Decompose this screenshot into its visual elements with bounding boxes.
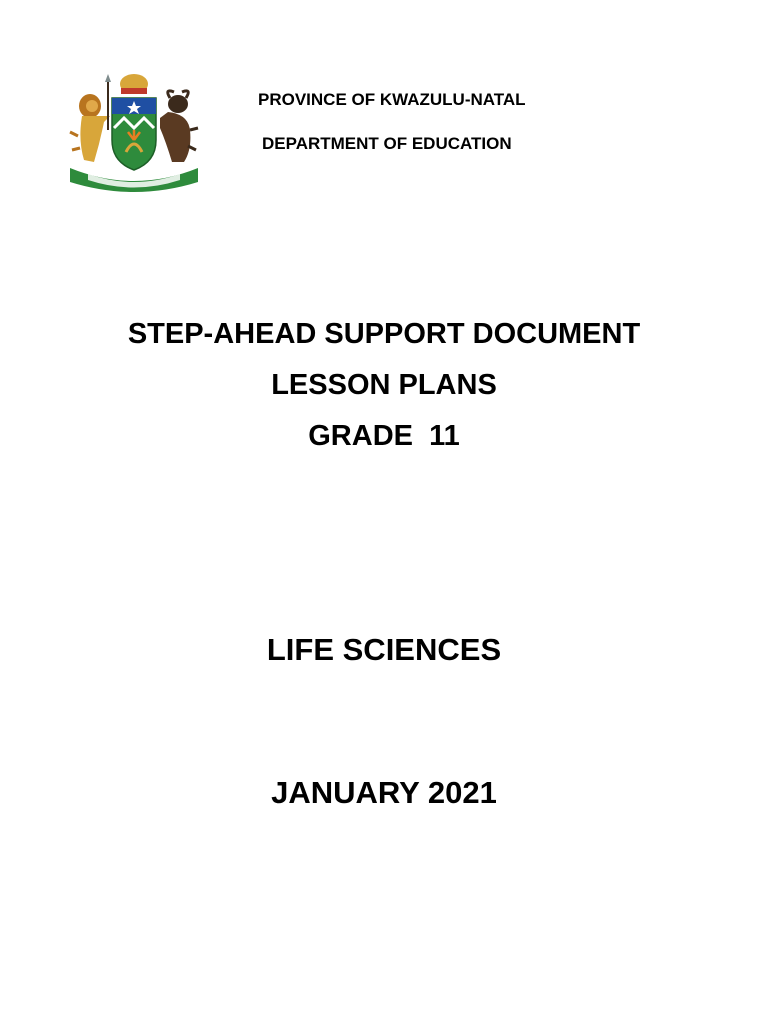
document-subtitle: LESSON PLANS bbox=[271, 369, 497, 401]
document-subject: LIFE SCIENCES bbox=[266, 632, 502, 667]
province-name: PROVINCE OF KWAZULU-NATAL bbox=[258, 90, 526, 109]
department-name: DEPARTMENT OF EDUCATION bbox=[262, 134, 512, 153]
coat-of-arms-icon bbox=[64, 70, 204, 196]
document-grade: GRADE 11 bbox=[308, 420, 460, 452]
document-title: STEP-AHEAD SUPPORT DOCUMENT bbox=[127, 318, 641, 350]
document-date: JANUARY 2021 bbox=[271, 775, 497, 810]
